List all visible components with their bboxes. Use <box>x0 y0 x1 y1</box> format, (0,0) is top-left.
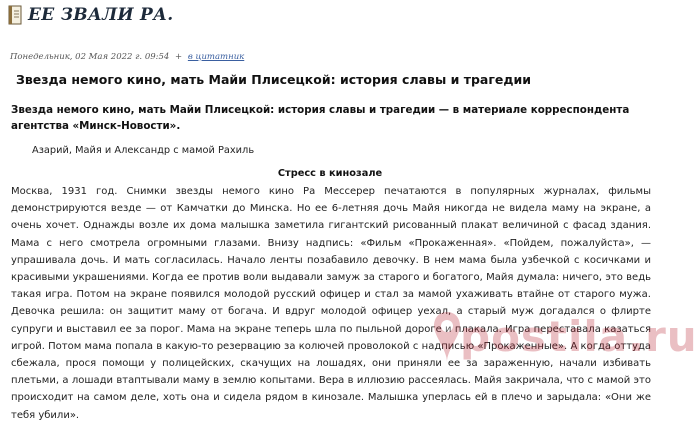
post-meta <box>10 52 244 62</box>
post-body: Москва, 1931 год. Снимки звезды немого кино Ра Мессерер печатаются в популярных журналах, фильмы демонстрируются везде — от Камчатки до Минска. Но ее 6-летняя дочь Майя никогда не видела маму на экране, а очень хочет. Однажды возле их дома малышка заметила гигантский рисованный плакат величиной с фасад здания. Мама с него смотрела огромными глазами. Внизу надпись: «Фильм «Прокаженная». «Пойдем, пожалуйста», — упрашивала дочь. И мать согласилась. Начало ленты позабавило девочку. В нем мама была узбечкой с косичками и красивыми украшениями. Когда ее против воли выдавали замуж за старого и богатого, Майя думала: ничего, это ведь такая игра. Потом на экране появился молодой русский офицер и стал за мамой ухаживать втайне от старого мужа. Девочка решила: он защитит маму от богача. И вдруг молодой офицер уехал, а старый муж догадался о флирте супруги и выставил ее за порог. Мама на экране теперь шла по пыльной дороге и плакала. Игра переставала казаться игрой. Потом мама попала в какую-то резервацию за колючей проволокой с надписью «Прокаженные». А когда оттуда сбежала, прося помощи у полицейских, скачущих на лошадях, они приняли ее за зараженную, начали избивать плетьми, а лошади втаптывали маму в землю копытами. Вера в иллюзию рассеялась. Майя закричала, что с мамой это происходит на самом деле, хоть она и сидела рядом в кинозале. Малышка уперлась ей в плечо и зарыдала: «Они же тебя убили». <box>11 186 651 421</box>
blog-header <box>8 4 173 26</box>
diary-icon <box>8 5 22 25</box>
meta-separator: + <box>175 52 183 62</box>
section-heading: Стресс в кинозале <box>277 168 383 179</box>
post-intro: Звезда немого кино, мать Майи Плисецкой: история славы и трагедии — в материале корреспондента агентства «Минск-Новости». <box>11 104 630 132</box>
quote-link[interactable]: в цитатник <box>187 52 245 62</box>
post-title: Звезда немого кино, мать Майи Плисецкой: история славы и трагедии <box>16 72 531 87</box>
watermark-text: postila.ru <box>460 312 698 361</box>
photo-caption: Азарий, Майя и Александр с мамой Рахиль <box>32 145 255 156</box>
blog-title[interactable]: ЕЕ ЗВАЛИ РА. <box>28 5 174 25</box>
post-date: Понедельник, 02 Мая 2022 г. 09:54 <box>10 52 170 62</box>
